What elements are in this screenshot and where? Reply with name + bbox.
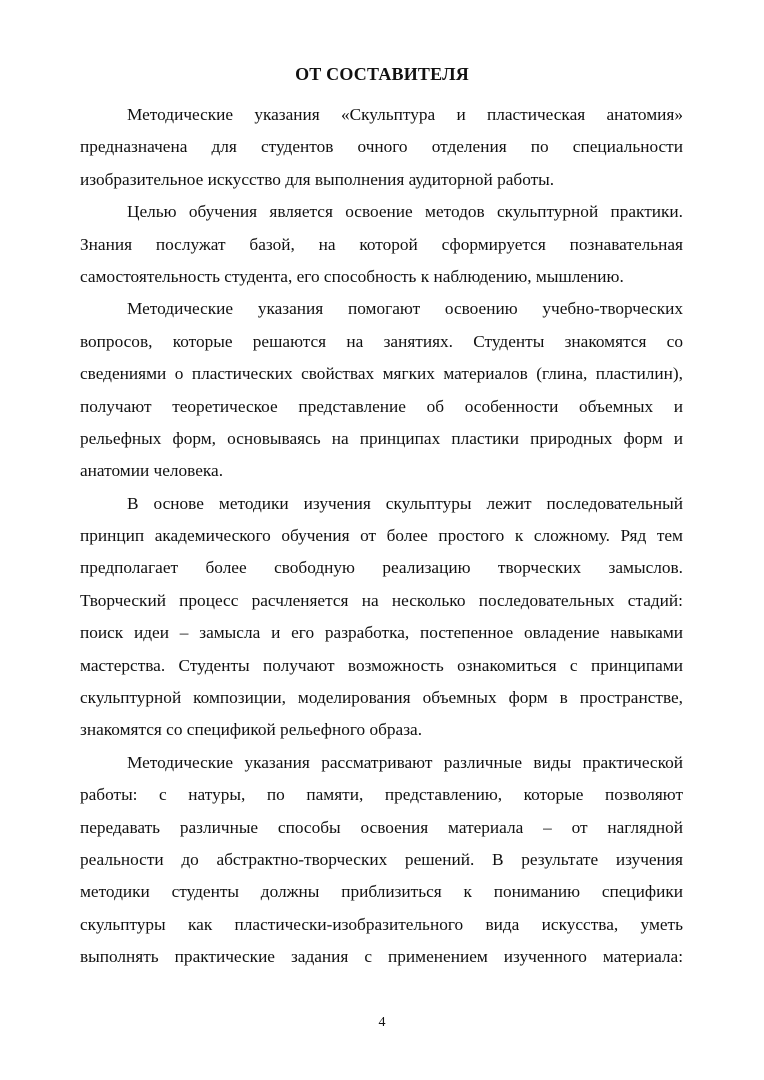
text-line: самостоятельность студента, его способность к наблюдению, мышлению. <box>80 266 624 286</box>
text-line: Знания послужат базой, на которой сформируется познавательная <box>80 234 683 254</box>
text-line: анатомии человека. <box>80 461 224 481</box>
text-line: работы: с натуры, по памяти, представлению, которые позволяют <box>80 785 683 805</box>
text-line: выполнять практические задания с применением изученного материала: <box>80 947 683 967</box>
text-line: скульптуры как пластически-изобразительного вида искусства, уметь <box>80 914 683 934</box>
text-line: сведениями о пластических свойствах мягких материалов (глина, пластилин), <box>80 364 683 384</box>
text-line: предназначена для студентов очного отделения по специальности <box>80 137 683 157</box>
text-line: поиск идеи – замысла и его разработка, постепенное овладение навыками <box>80 623 683 643</box>
text-line: предполагает более свободную реализацию творческих замыслов. <box>80 558 683 578</box>
page-number: 4 <box>378 1015 386 1030</box>
text-line: Методические указания помогают освоению учебно-творческих <box>127 299 683 319</box>
text-line: Методические указания рассматривают различные виды практической <box>127 752 683 772</box>
text-line: Методические указания «Скульптура и пластическая анатомия» <box>127 105 683 124</box>
text-line: Творческий процесс расчленяется на несколько последовательных стадий: <box>80 590 683 610</box>
text-line: принцип академического обучения от более простого к сложному. Ряд тем <box>80 526 683 546</box>
text-line: мастерства. Студенты получают возможность ознакомиться с принципами <box>80 655 683 675</box>
text-line: изобразительное искусство для выполнения аудиторной работы. <box>80 169 555 189</box>
text-line: рельефных форм, основываясь на принципах пластики природных форм и <box>80 428 683 448</box>
text-line: получают теоретическое представление об особенности объемных и <box>80 396 683 416</box>
text-line: скульптурной композиции, моделирования объемных форм в пространстве, <box>80 688 683 708</box>
text-line: знакомятся со спецификой рельефного образа. <box>80 720 423 740</box>
text-line: передавать различные способы освоения материала – от наглядной <box>80 817 683 837</box>
body-text <box>80 99 683 974</box>
text-line: В основе методики изучения скульптуры лежит последовательный <box>127 493 683 513</box>
page-title: ОТ СОСТАВИТЕЛЯ <box>295 64 469 84</box>
text-line: вопросов, которые решаются на занятиях. Студенты знакомятся со <box>80 331 683 351</box>
text-line: реальности до абстрактно-творческих решений. В результате изучения <box>80 849 683 869</box>
text-line: Целью обучения является освоение методов скульптурной практики. <box>127 202 683 222</box>
text-line: методики студенты должны приблизиться к пониманию специфики <box>80 882 683 902</box>
